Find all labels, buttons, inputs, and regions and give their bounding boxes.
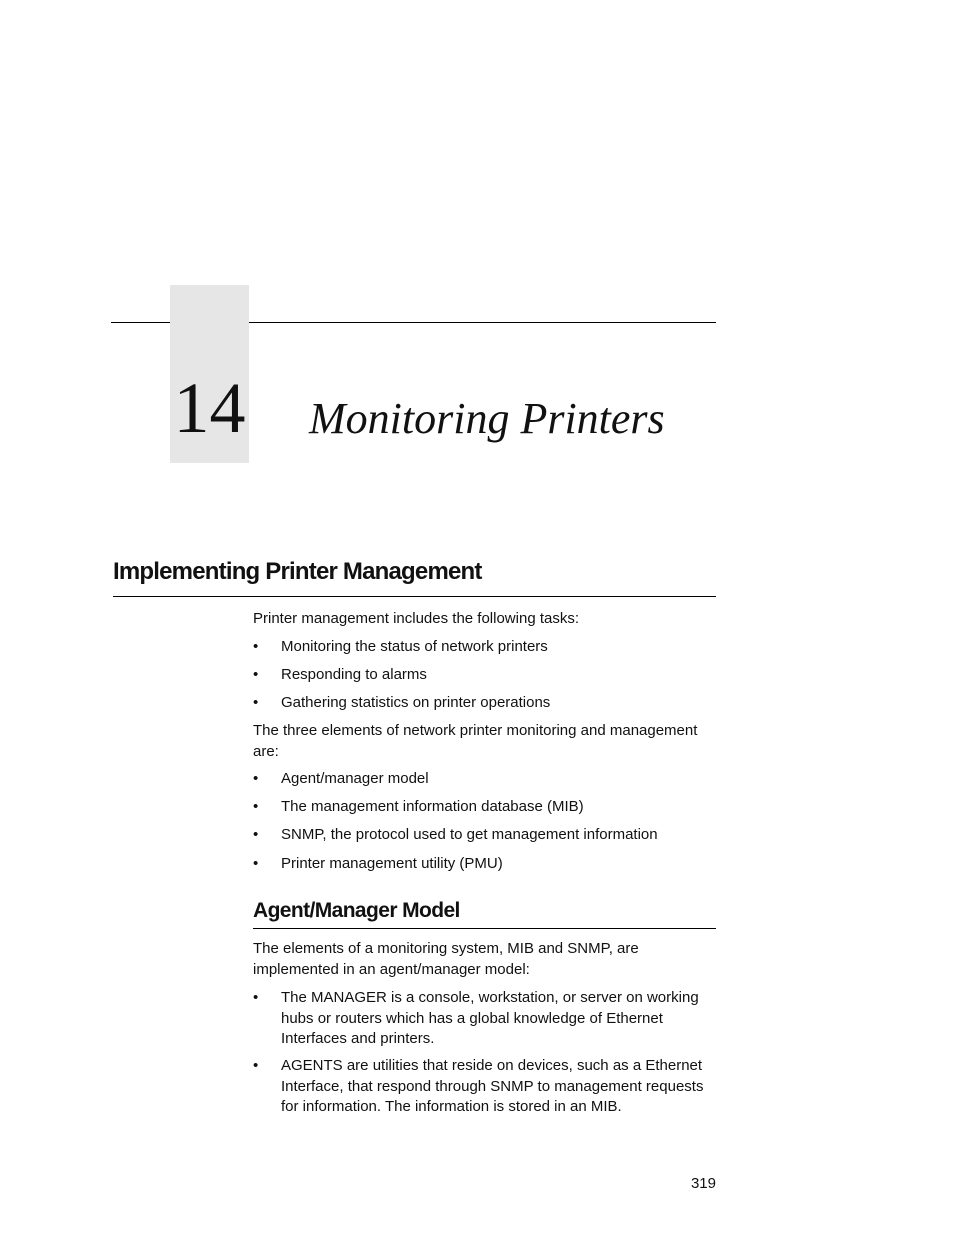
bullet-icon: •: [253, 666, 259, 683]
list-item: [253, 769, 718, 790]
section-heading-rule: [113, 596, 716, 597]
subsection-intro: The elements of a monitoring system, MIB and SNMP, are implemented in an agent/manager model:: [253, 940, 639, 978]
list-item-text: SNMP, the protocol used to get management information: [281, 826, 658, 843]
chapter-rule-right: [249, 322, 716, 323]
list-item-text: Responding to alarms: [281, 666, 427, 683]
bullet-icon: •: [253, 989, 259, 1006]
list-item-text: The MANAGER is a console, workstation, or server on working hubs or routers which has a global knowledge of Ethernet Interfaces and printers.: [281, 989, 699, 1047]
bullet-icon: •: [253, 798, 259, 815]
chapter-title: Monitoring Printers: [309, 394, 665, 443]
subsection-heading: Agent/Manager Model: [253, 899, 460, 922]
bullet-icon: •: [253, 770, 259, 787]
bullet-icon: •: [253, 1057, 259, 1074]
bullet-icon: •: [253, 638, 259, 655]
list-item-text: The management information database (MIB): [281, 798, 584, 815]
list-item: [253, 797, 718, 818]
list-item-text: AGENTS are utilities that reside on devices, such as a Ethernet Interface, that respond through SNMP to management requests for information. The information is stored in an MIB.: [281, 1057, 704, 1115]
list-item-text: Printer management utility (PMU): [281, 855, 503, 872]
list-item: [253, 825, 718, 846]
section-intro: Printer management includes the following tasks:: [253, 610, 580, 627]
chapter-rule-left: [111, 322, 170, 323]
list-item-text: Agent/manager model: [281, 770, 429, 787]
list-item: [253, 665, 718, 686]
page-number: 319: [690, 1175, 716, 1192]
list-item-text: Gathering statistics on printer operations: [281, 694, 551, 711]
list-item: [253, 854, 718, 875]
list-item: [253, 1056, 718, 1118]
list-item: [253, 637, 718, 658]
bullet-icon: •: [253, 694, 259, 711]
bullet-icon: •: [253, 826, 259, 843]
elements-intro: The three elements of network printer monitoring and management are:: [253, 722, 698, 760]
section-heading: Implementing Printer Management: [113, 558, 482, 585]
subsection-heading-rule: [253, 928, 716, 929]
list-item-text: Monitoring the status of network printers: [281, 638, 548, 655]
list-item: [253, 988, 718, 1050]
list-item: [253, 693, 718, 714]
bullet-icon: •: [253, 855, 259, 872]
chapter-number: 14: [173, 368, 246, 448]
